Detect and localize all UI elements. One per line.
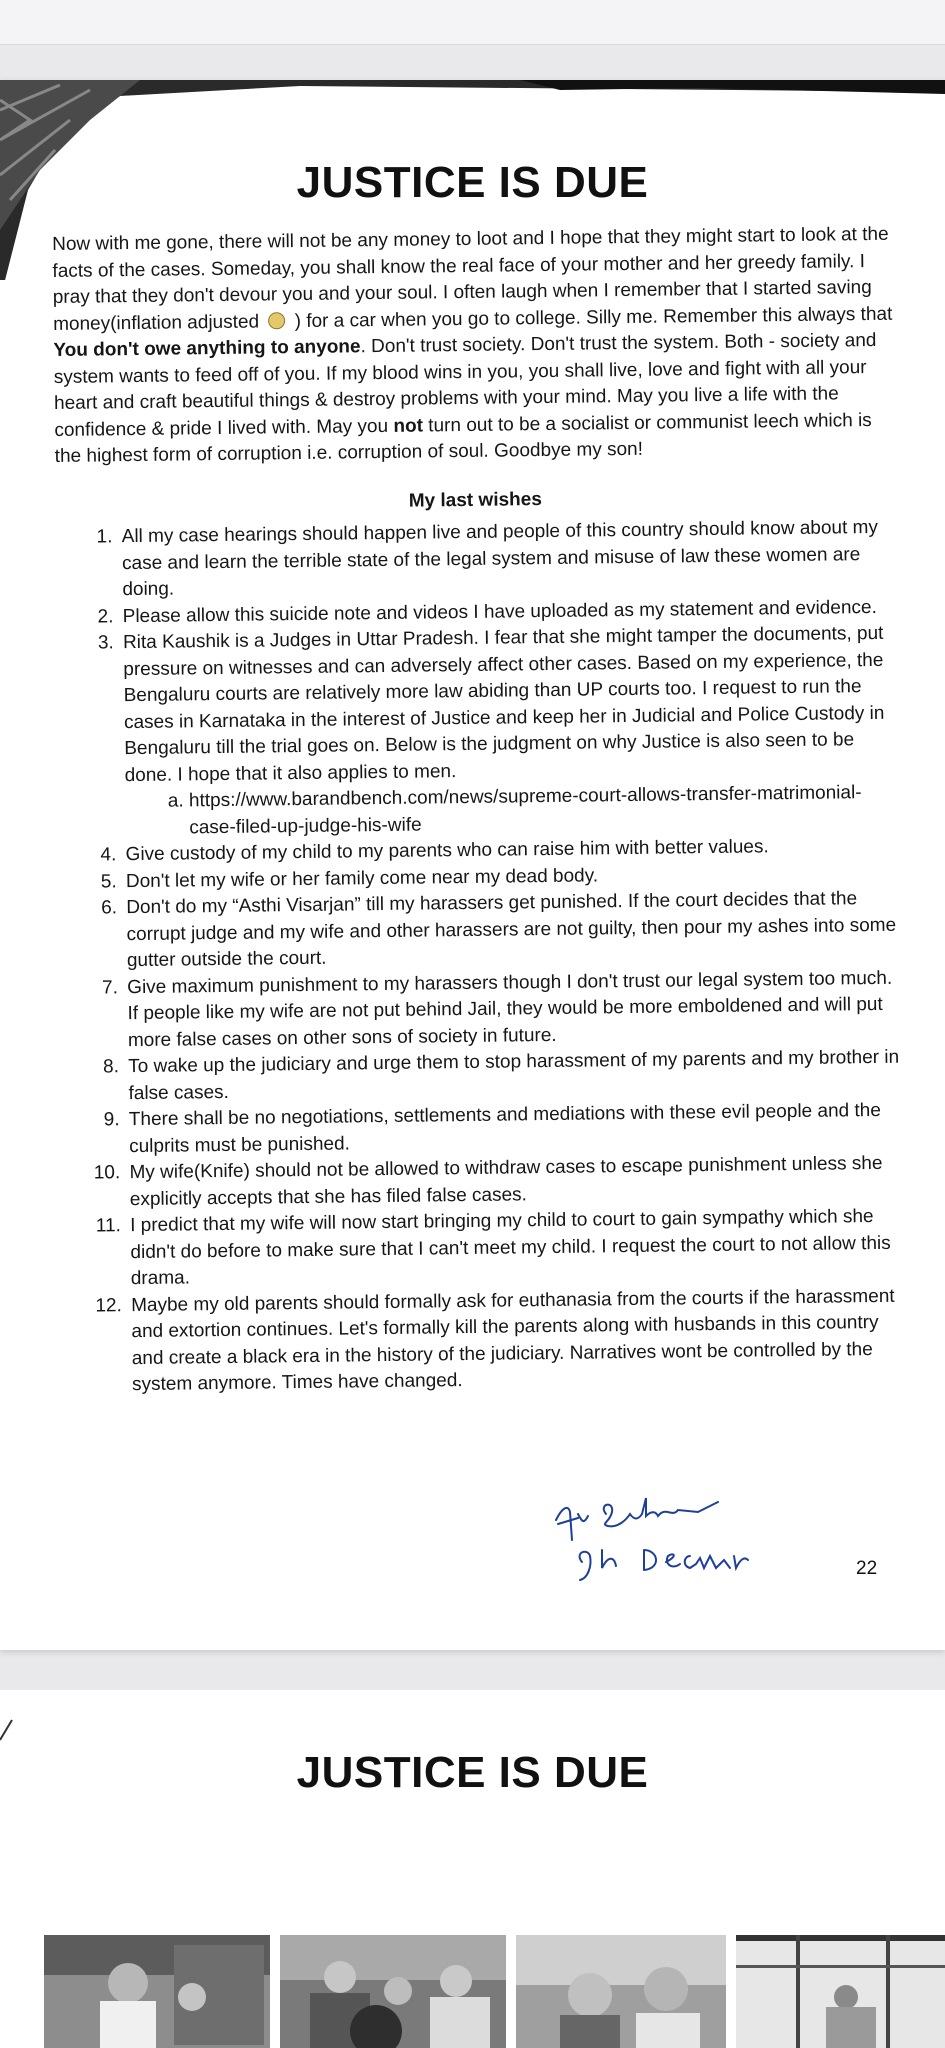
family-photo (516, 1935, 726, 2048)
photo-strip (44, 1935, 944, 2048)
wishes-heading: My last wishes (408, 488, 542, 512)
note-body (52, 222, 906, 1400)
list-item: 11. I predict that my wife will now start bringing my child to court to gain sympathy which she didn't do before to make sure that I can't meet my child. I request the court to not allow this drama. (126, 1204, 905, 1293)
family-photo (44, 1935, 270, 2048)
intro-paragraph: Now with me gone, there will not be any money to loot and I hope that they might start to look at the facts of the cases. Someday, you shall know the real face of your mother and her greedy family. I pray that they don't devour you and your soul. I often laugh when I remember that I started saving money(inflation adjusted ) for a car when you go to college. Silly me. Remember this always that You don't owe anything to anyone. Don't trust society. Don't trust the system. Both - society and system wants to feed off of you. If my blood wins in you, you shall live, love and fight with all your heart and craft beautiful things & destroy problems with your mind. May you live a life with the confidence & pride I lived with. May you not turn out to be a socialist or communist leech which is the highest form of corruption i.e. corruption of soul. Goodbye my son! (52, 223, 893, 467)
list-item: 8. To wake up the judiciary and urge them to stop harassment of my parents and my brother in false cases. (124, 1045, 903, 1108)
sub-list (125, 780, 900, 842)
document-page-2[interactable] (0, 1690, 945, 2048)
page-title: JUSTICE IS DUE (296, 158, 649, 207)
list-item: 10. My wife(Knife) should not be allowed to withdraw cases to escape punishment unless she explicitly accepts that she has filed false cases. (125, 1151, 904, 1214)
list-item: 7. Give maximum punishment to my harassers though I don't trust our legal system too much. If people like my wife are not put behind Jail, they would be more emboldened and will put more false cases on other sons of society in future. (123, 965, 902, 1054)
page-corner-mark (0, 1690, 40, 1750)
list-item: 3. Rita Kaushik is a Judges in Uttar Pradesh. I fear that she might tamper the documents, put pressure on witnesses and can adversely affect other cases. Based on my experience, the Bengaluru courts are relatively more law abiding than UP courts too. I request to run the cases in Karnataka in the interest of Justice and keep her in Judicial and Police Custody in Bengaluru till the trial goes on. Below is the judgment on why Justice is also seen to be done. I hope that it also applies to men. a. https://www.barandbench.com/news/supreme-court-allows-transfer-matrimonial-case-filed-up-judge-his-wife (119, 621, 900, 842)
wishes-list (56, 515, 907, 1400)
document-page-1[interactable] (0, 80, 945, 1650)
page-number: 22 (856, 1558, 878, 1579)
list-item: 12. Maybe my old parents should formally ask for euthanasia from the courts if the harassment and extortion continues. Let's formally kill the parents along with husbands in this country and create a black era in the history of the judiciary. Narratives wont be controlled by the system anymore. Times have changed. (127, 1283, 906, 1398)
smiley-icon (268, 312, 285, 329)
handwritten-signature (548, 1490, 788, 1585)
list-item: 1. All my case hearings should happen live and people of this country should know about my case and learn the terrible state of the legal system and misuse of law these women are doing. (118, 515, 897, 604)
page-title: JUSTICE IS DUE (296, 1748, 649, 1797)
list-item: 5. Don't let my wife or her family come near my dead body. (122, 859, 900, 895)
family-photo (280, 1935, 506, 2048)
list-item: 6. Don't do my “Asthi Visarjan” till my harassers get punished. If the court decides that the corrupt judge and my wife and other harassers are not guilty, then pour my ashes into some gutter outside the court. (122, 886, 901, 975)
family-photo (736, 1935, 945, 2048)
viewer-top-bar (0, 0, 945, 45)
list-item: 2. Please allow this suicide note and videos I have uploaded as my statement and evidence. (119, 594, 897, 630)
list-item: 4. Give custody of my child to my parents who can raise him with better values. (121, 833, 899, 869)
list-item: 9. There shall be no negotiations, settlements and mediations with these evil people and the culprits must be punished. (125, 1098, 904, 1161)
judgment-link[interactable]: a. https://www.barandbench.com/news/supreme-court-allows-transfer-matrimonial-case-filed-up-judge-his-wife (189, 780, 900, 842)
